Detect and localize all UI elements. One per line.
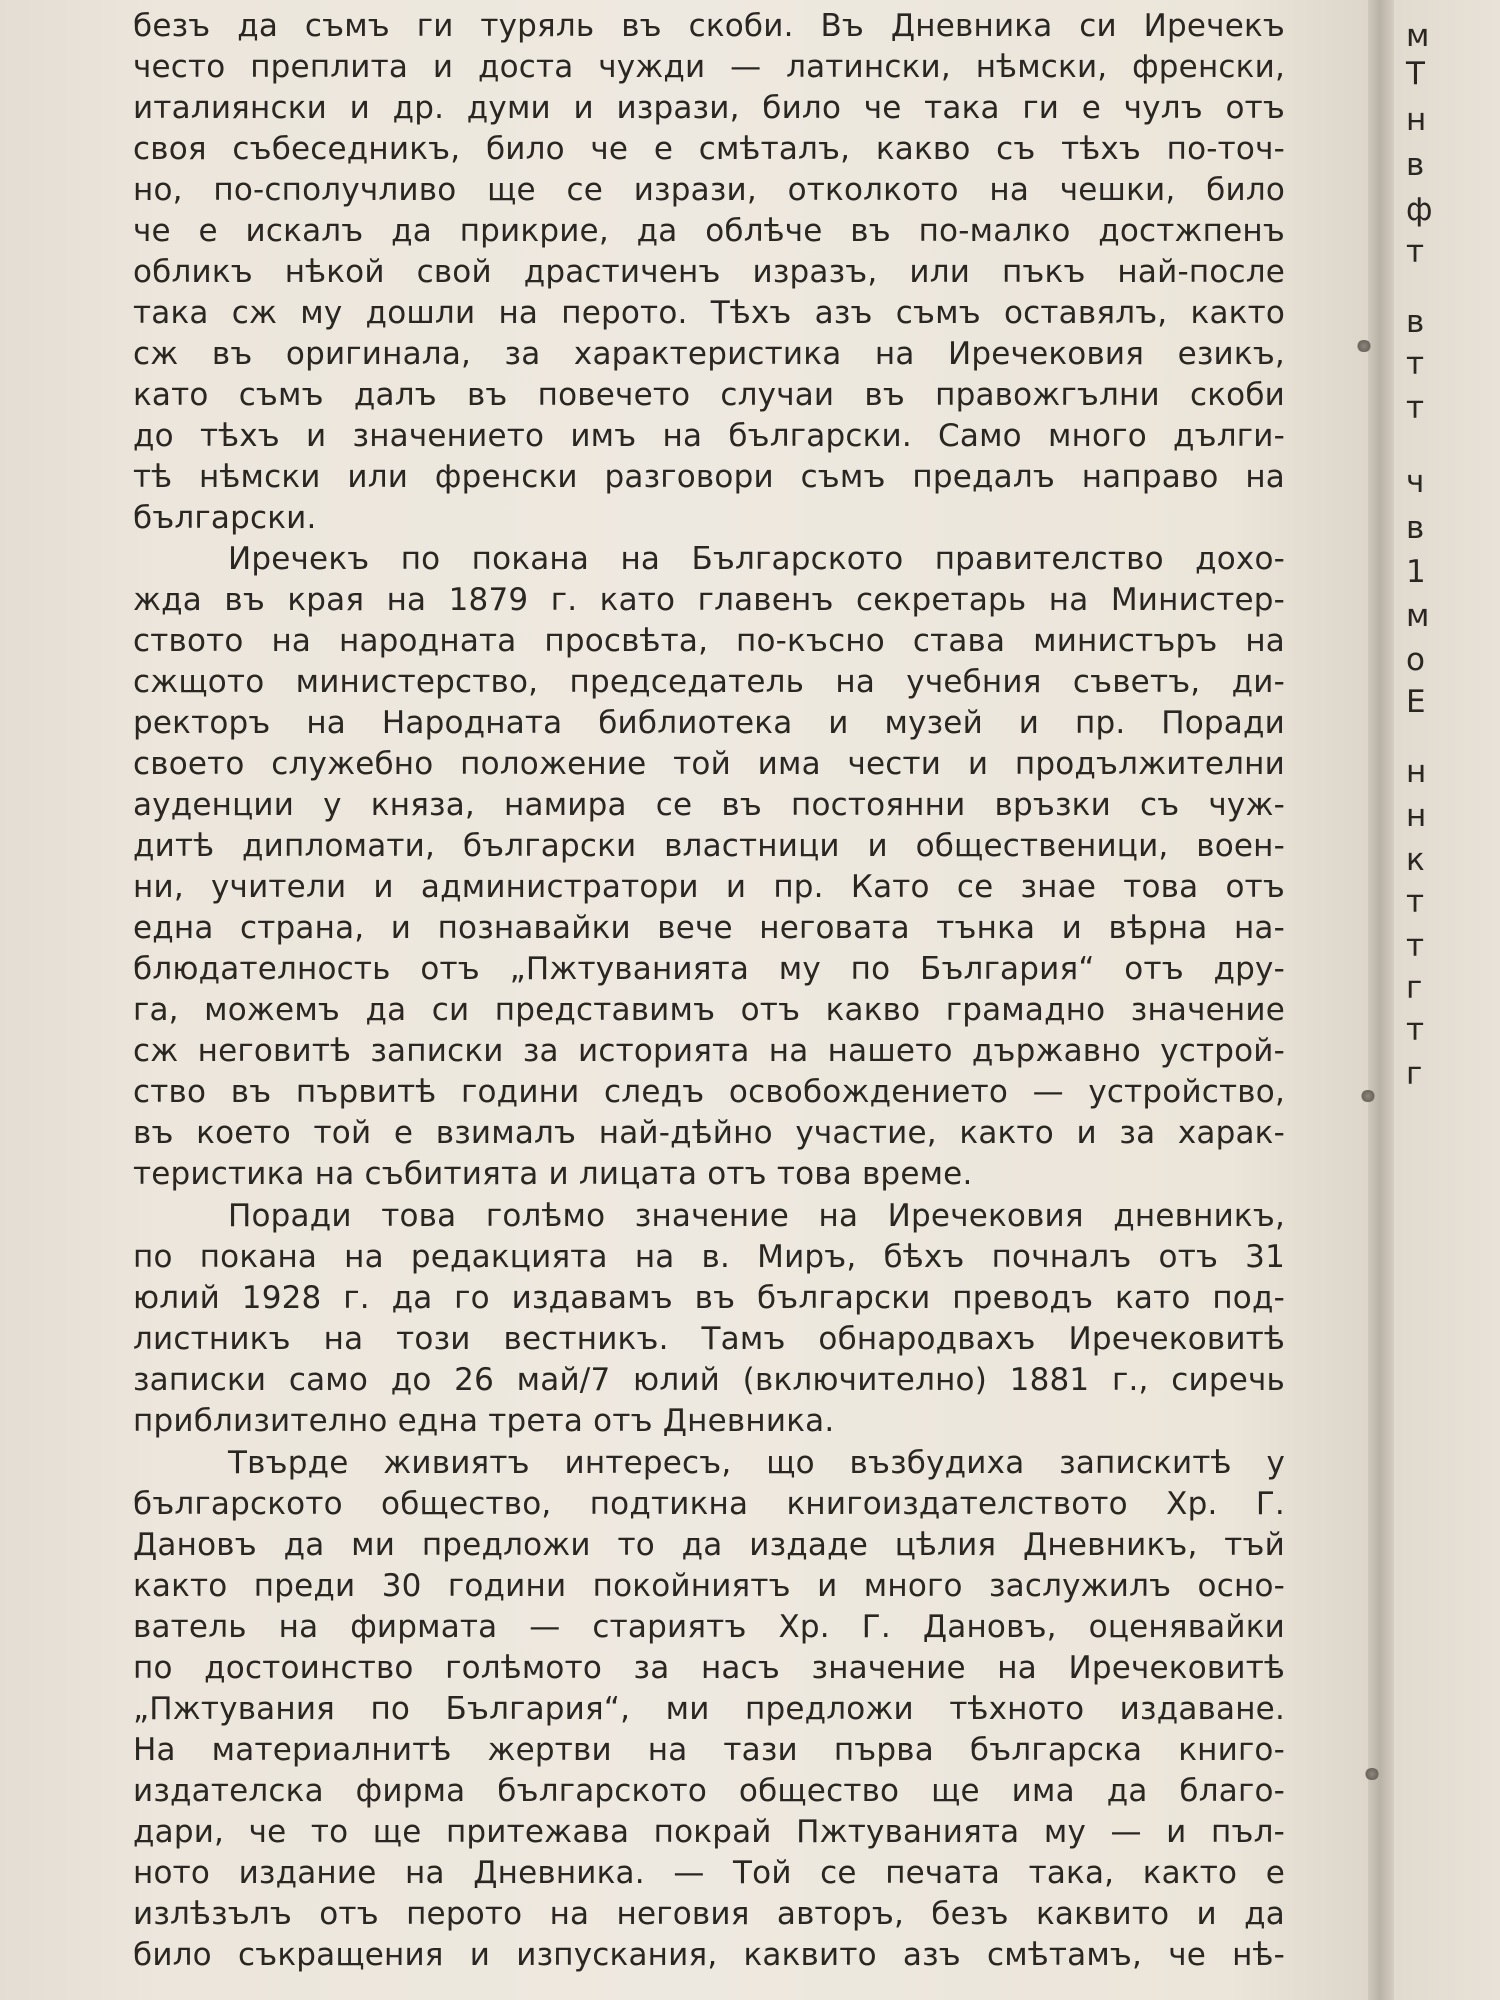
text-line: теристика на събитията и лицата отъ това време. (133, 1156, 973, 1192)
right-page-fragment: т (1406, 928, 1425, 964)
text-line: ауденции у княза, намира се въ постоянни връзки съ чуж- (133, 787, 1285, 823)
right-page-fragment: г (1406, 970, 1423, 1006)
right-page-fragment: т (1406, 346, 1425, 382)
text-line: както преди 30 години покойниятъ и много заслужилъ осно- (133, 1568, 1285, 1604)
text-line: до тѣхъ и значението имъ на български. Само много дълги- (133, 418, 1285, 454)
right-page-fragment: н (1406, 754, 1427, 790)
right-page-fragment: т (1406, 884, 1425, 920)
text-line: ното издание на Дневника. — Той се печата така, както е (133, 1855, 1285, 1891)
text-line: дитѣ дипломати, български властници и общественици, воен- (133, 828, 1285, 864)
right-page-fragment: ф (1406, 192, 1433, 228)
text-line: своето служебно положение той има чести и продължителни (133, 746, 1285, 782)
book-gutter (1368, 0, 1394, 2000)
text-line: юлий 1928 г. да го издавамъ въ български преводъ като под- (133, 1280, 1285, 1316)
text-line: своя събеседникъ, било че е смѣталъ, какво съ тѣхъ по-точ- (133, 131, 1285, 167)
right-page-fragment: в (1406, 304, 1425, 340)
book-page-right-edge (1394, 0, 1500, 2000)
staple-hole-1 (1356, 340, 1372, 352)
text-line: сж неговитѣ записки за историята на нашето държавно устрой- (133, 1033, 1285, 1069)
text-line: записки само до 26 май/7 юлий (включително) 1881 г., сиречь (133, 1362, 1285, 1398)
staple-hole-3 (1364, 1768, 1380, 1780)
text-line: излѣзълъ отъ перото на неговия авторъ, безъ каквито и да (133, 1896, 1285, 1932)
text-line: жда въ края на 1879 г. като главенъ секретарь на Министер- (133, 582, 1285, 618)
text-line: листникъ на този вестникъ. Тамъ обнародвахъ Иречековитѣ (133, 1321, 1285, 1357)
text-line: Дановъ да ми предложи то да издаде цѣлия Дневникъ, тъй (133, 1527, 1285, 1563)
right-page-fragment: н (1406, 798, 1427, 834)
staple-hole-2 (1360, 1090, 1376, 1102)
text-line: ватель на фирмата — стариятъ Хр. Г. Дановъ, оценявайки (133, 1609, 1285, 1645)
text-line: по покана на редакцията на в. Миръ, бѣхъ почналъ отъ 31 (133, 1239, 1285, 1275)
right-page-fragment: н (1406, 102, 1427, 138)
text-line: сжщото министерство, председатель на учебния съветъ, ди- (133, 664, 1285, 700)
right-page-fragment: к (1406, 842, 1425, 878)
text-line: като съмъ далъ въ повечето случаи въ правожгълни скоби (133, 377, 1285, 413)
text-line: въ което той е взималъ най-дѣйно участие, както и за харак- (133, 1115, 1285, 1151)
right-page-fragment: 1 (1406, 554, 1426, 590)
right-page-fragment: м (1406, 18, 1430, 54)
right-page-fragment: в (1406, 147, 1425, 183)
text-line: българското общество, подтикна книгоиздателството Хр. Г. (133, 1486, 1285, 1522)
text-line: ни, учители и администратори и пр. Като се знае това отъ (133, 869, 1285, 905)
text-line: ството на народната просвѣта, по-късно става министъръ на (133, 623, 1285, 659)
text-line: така сж му дошли на перото. Тѣхъ азъ съмъ оставялъ, както (133, 295, 1285, 331)
text-line: български. (133, 500, 317, 536)
right-page-fragment: ч (1406, 464, 1425, 500)
text-line: една страна, и познавайки вече неговата тънка и вѣрна на- (133, 910, 1285, 946)
text-line: ство въ първитѣ години следъ освобождението — устройство, (133, 1074, 1285, 1110)
text-line: Твърде живиятъ интересъ, що възбудиха запискитѣ у (228, 1445, 1285, 1481)
text-line: издателска фирма българското общество ще има да благо- (133, 1773, 1285, 1809)
text-line: приблизително една трета отъ Дневника. (133, 1403, 835, 1439)
right-page-fragment: т (1406, 390, 1425, 426)
text-line: Иречекъ по покана на Българското правителство дохо- (228, 541, 1285, 577)
text-line: На материалнитѣ жертви на тази първа българска книго- (133, 1732, 1285, 1768)
text-line: тѣ нѣмски или френски разговори съмъ предалъ направо на (133, 459, 1285, 495)
right-page-fragment: г (1406, 1056, 1423, 1092)
text-line: често преплита и доста чужди — латински, нѣмски, френски, (133, 49, 1285, 85)
text-line: блюдателность отъ „Пжтуванията му по България“ отъ дру- (133, 951, 1285, 987)
right-page-fragment: т (1406, 1012, 1425, 1048)
text-line: италиянски и др. думи и изрази, било че така ги е чулъ отъ (133, 90, 1285, 126)
text-line: га, можемъ да си представимъ отъ какво грамадно значение (133, 992, 1285, 1028)
text-line: ректоръ на Народната библиотека и музей и пр. Поради (133, 705, 1285, 741)
text-line: че е искалъ да прикрие, да облѣче въ по-малко достжпенъ (133, 213, 1285, 249)
text-line: по достоинство голѣмото за насъ значение на Иречековитѣ (133, 1650, 1285, 1686)
right-page-fragment: о (1406, 642, 1425, 678)
right-page-fragment: м (1406, 598, 1430, 634)
right-page-fragment: Т (1406, 56, 1425, 92)
text-line: дари, че то ще притежава покрай Пжтуванията му — и пъл- (133, 1814, 1285, 1850)
text-line: „Пжтувания по България“, ми предложи тѣхното издаване. (133, 1691, 1285, 1727)
right-page-fragment: в (1406, 510, 1425, 546)
text-line: Поради това голѣмо значение на Иречековия дневникъ, (228, 1198, 1285, 1234)
right-page-fragment: т (1406, 234, 1425, 270)
text-line: сж въ оригинала, за характеристика на Иречековия езикъ, (133, 336, 1285, 372)
text-line: безъ да съмъ ги туряль въ скоби. Въ Дневника си Иречекъ (133, 8, 1285, 44)
right-page-fragment: Е (1406, 684, 1426, 720)
text-line: но, по-сполучливо ще се изрази, отколкото на чешки, било (133, 172, 1285, 208)
text-line: било съкращения и изпускания, каквито азъ смѣтамъ, че нѣ- (133, 1937, 1285, 1973)
text-line: обликъ нѣкой свой драстиченъ изразъ, или пъкъ най-после (133, 254, 1285, 290)
